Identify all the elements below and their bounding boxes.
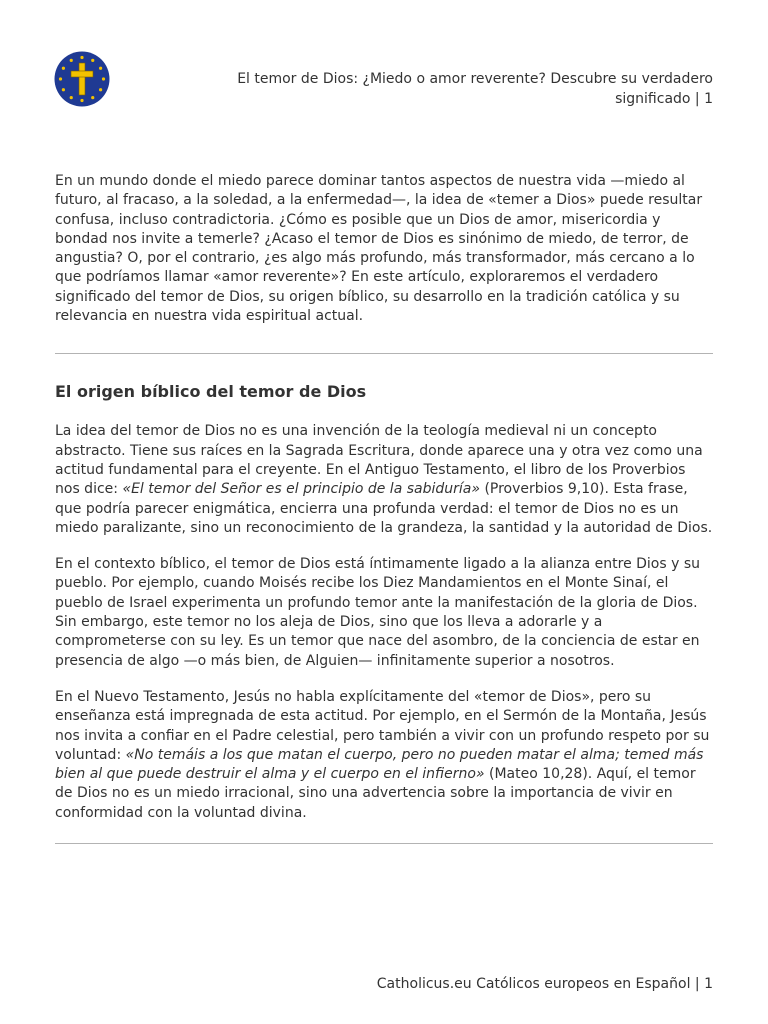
header-title: El temor de Dios: ¿Miedo o amor reverente? Descubre su verdadero significado | 1 [237, 71, 713, 107]
divider [55, 353, 713, 354]
paragraph-1: La idea del temor de Dios no es una invención de la teología medieval ni un concepto abstracto. Tiene sus raíces en la Sagrada Escritura, donde aparece una y otra vez como una actitud fundamental para el creyente. En el Antiguo Testamento, el libro de los Proverbios nos dice: «El temor del Señor es el principio de la sabiduría» (Proverbios 9,10). Esta frase, que podría parecer enigmática, encierra una profunda verdad: el temor de Dios no es un miedo paralizante, sino un reconocimiento de la grandeza, la santidad y la autoridad de Dios. [55, 423, 713, 536]
quote-mateo: «No temáis a los que matan el cuerpo, pero no pueden matar el alma; temed más bien al que puede destruir el alma y el cuerpo en el infierno» [55, 746, 704, 783]
paragraph-3: En el Nuevo Testamento, Jesús no habla explícitamente del «temor de Dios», pero su enseñanza está impregnada de esta actitud. Por ejemplo, en el Sermón de la Montaña, Jesús nos invita a confiar en el Padre celestial, pero también a vivir con un profundo respeto por su voluntad: «No temáis a los que matan el cuerpo, pero no pueden matar el alma; temed más bien al que puede destruir el alma y el cuerpo en el infierno» (Mateo 10,28). Aquí, el temor de Dios no es un miedo irracional, sino una advertencia sobre la importancia de vivir en conformidad con la voluntad divina. [55, 688, 710, 821]
cross-stars-emblem-icon [54, 51, 110, 107]
footer-text: Catholicus.eu Católicos europeos en Español | 1 [376, 976, 713, 992]
paragraph-2: En el contexto bíblico, el temor de Dios está íntimamente ligado a la alianza entre Dios y su pueblo. Por ejemplo, cuando Moisés recibe los Diez Mandamientos en el Monte Sinaí, el pueblo de Israel experimenta un profundo temor ante la manifestación de la gloria de Dios. Sin embargo, este temor no los aleja de Dios, sino que los lleva a adorarle y a comprometerse con su ley. Es un temor que nace del asombro, de la conciencia de estar en presencia de algo —o más bien, de Alguien— infinitamente superior a nosotros. [55, 556, 701, 669]
article-body [55, 172, 713, 844]
section-heading: El origen bíblico del temor de Dios [55, 382, 367, 402]
divider [55, 843, 713, 844]
intro-paragraph: En un mundo donde el miedo parece dominar tantos aspectos de nuestra vida —miedo al futuro, al fracaso, a la soledad, a la enfermedad—, la idea de «temer a Dios» puede resultar confusa, incluso contradictoria. ¿Cómo es posible que un Dios de amor, misericordia y bondad nos invite a temerle? ¿Acaso el temor de Dios es sinónimo de miedo, de terror, de angustia? O, por el contrario, ¿es algo más profundo, más transformador, más cercano a lo que podríamos llamar «amor reverente»? En este artículo, exploraremos el verdadero significado del temor de Dios, su origen bíblico, su desarrollo en la tradición católica y su relevancia en nuestra vida espiritual actual. [55, 173, 703, 325]
quote-proverbios: «El temor del Señor es el principio de la sabiduría» [122, 481, 480, 498]
